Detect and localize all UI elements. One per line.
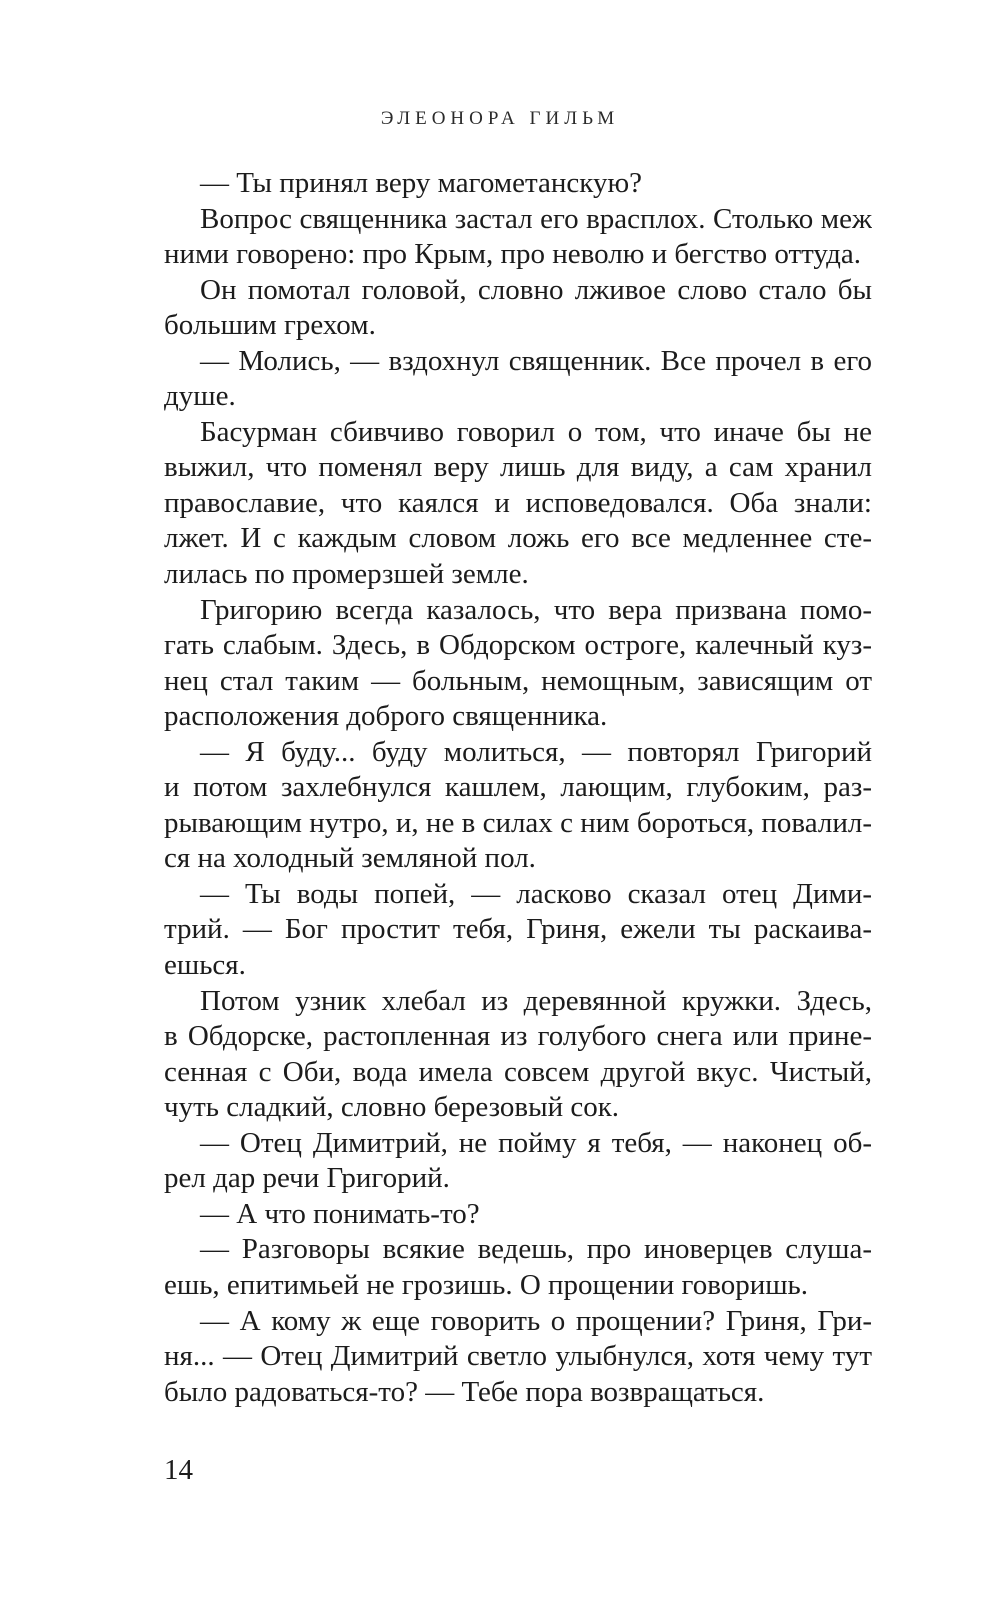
text-line: сенная с Оби, вода имела совсем другой вкус. Чистый, bbox=[164, 1055, 872, 1088]
text-line: выжил, что поменял веру лишь для виду, а сам хранил bbox=[164, 451, 872, 484]
text-line: — Я буду... буду молиться, — повторял Григорий bbox=[200, 735, 872, 768]
text-line: лилась по промерзшей земле. bbox=[164, 558, 529, 591]
text-line: в Обдорске, растопленная из голубого снега или прине- bbox=[164, 1020, 872, 1053]
text-line: — А что понимать-то? bbox=[200, 1197, 480, 1230]
text-line: Басурман сбивчиво говорил о том, что иначе бы не bbox=[200, 415, 872, 448]
text-line: лжет. И с каждым словом ложь его все медленнее сте- bbox=[164, 522, 872, 555]
body-text bbox=[164, 166, 872, 1410]
text-line: расположения доброго священника. bbox=[164, 700, 608, 733]
text-line: Потом узник хлебал из деревянной кружки. Здесь, bbox=[200, 984, 872, 1017]
text-line: рывающим нутро, и, не в силах с ним бороться, повалил- bbox=[164, 806, 872, 839]
text-line: ся на холодный земляной пол. bbox=[164, 842, 536, 875]
text-line: гать слабым. Здесь, в Обдорском остроге, калечный куз- bbox=[164, 629, 872, 662]
text-line: душе. bbox=[164, 380, 236, 413]
text-line: Григорию всегда казалось, что вера призвана помо- bbox=[200, 593, 872, 626]
text-line: ня... — Отец Димитрий светло улыбнулся, хотя чему тут bbox=[164, 1340, 872, 1373]
text-line: нец стал таким — больным, немощным, зависящим от bbox=[164, 664, 872, 697]
text-line: — Разговоры всякие ведешь, про иноверцев слуша- bbox=[200, 1233, 872, 1266]
page-number: 14 bbox=[164, 1454, 193, 1486]
text-line: — Ты воды попей, — ласково сказал отец Дими- bbox=[200, 877, 872, 910]
text-line: и потом захлебнулся кашлем, лающим, глубоким, раз- bbox=[164, 771, 872, 804]
text-line: было радоваться-то? — Тебе пора возвращаться. bbox=[164, 1375, 765, 1408]
text-line: — Ты принял веру магометанскую? bbox=[200, 167, 643, 199]
text-line: — Отец Димитрий, не пойму я тебя, — наконец об- bbox=[200, 1126, 872, 1159]
text-line: Он помотал головой, словно лживое слово стало бы bbox=[200, 273, 872, 306]
text-line: большим грехом. bbox=[164, 309, 376, 342]
text-line: православие, что каялся и исповедовался. Оба знали: bbox=[164, 486, 872, 519]
running-head: ЭЛЕОНОРА ГИЛЬМ bbox=[380, 108, 620, 129]
text-line: рел дар речи Григорий. bbox=[164, 1162, 450, 1195]
text-line: — А кому ж еще говорить о прощении? Гриня, Гри- bbox=[200, 1304, 872, 1337]
text-line: Вопрос священника застал его врасплох. Столько меж bbox=[200, 202, 872, 235]
text-line: — Молись, — вздохнул священник. Все прочел в его bbox=[200, 344, 872, 377]
text-line: ешь, епитимьей не грозишь. О прощении говоришь. bbox=[164, 1268, 809, 1301]
text-line: трий. — Бог простит тебя, Гриня, ежели ты раскаива- bbox=[164, 913, 872, 946]
text-line: ними говорено: про Крым, про неволю и бегство оттуда. bbox=[164, 238, 861, 271]
text-line: чуть сладкий, словно березовый сок. bbox=[164, 1091, 620, 1124]
text-line: ешься. bbox=[164, 949, 246, 982]
